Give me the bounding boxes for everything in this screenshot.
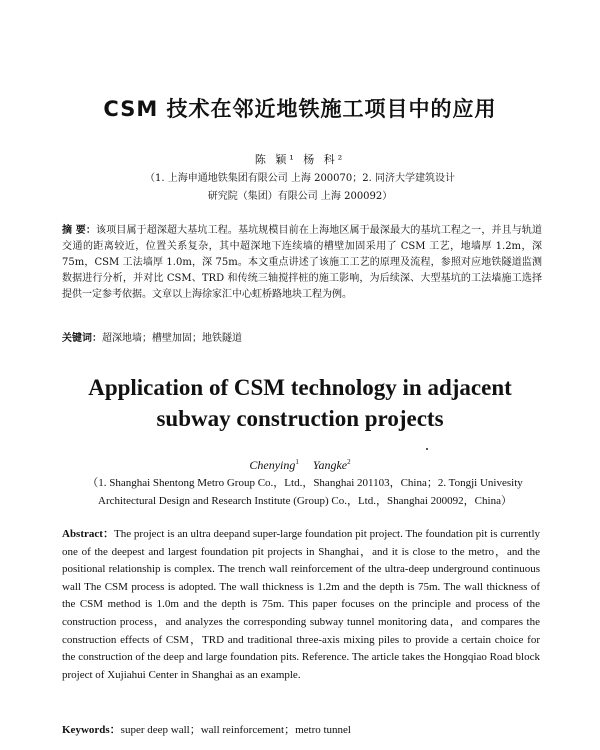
chinese-affiliation-line: 研究院（集团）有限公司 上海 200092） bbox=[207, 191, 393, 202]
english-title bbox=[0, 372, 600, 434]
english-abstract-label: Abstract： bbox=[62, 528, 115, 540]
english-author-2: Yangke bbox=[312, 458, 348, 472]
chinese-affiliations bbox=[100, 170, 500, 206]
english-title-line: Application of CSM technology in adjacent bbox=[88, 375, 512, 400]
english-affiliation-line: （1. Shanghai Shentong Metro Group Co.，Ltd.，Shanghai 201103，China；2. Tongji Univesity bbox=[87, 477, 523, 489]
scan-speck bbox=[426, 448, 428, 450]
chinese-abstract-text: 该项目属于超深超大基坑工程。基坑规模目前在上海地区属于最深最大的基坑工程之一，并且与轨道交通的距离较近，位置关系复杂，其中超深地下连续墙的槽壁加固采用了 CSM 工艺，地墙厚 1.2m，深 75m，CSM 工法墙厚 1.0m，深 75m。本文重点讲述了该施工工艺的原理及流程，参照对应地铁隧道监测数据进行分析，并对比 CSM、TRD 和传统三轴搅拌桩的施工影响，为后续深、大型基坑的工法墙施工选择提供一定参考依据。文章以上海徐家汇中心虹桥路地块工程为例。 bbox=[62, 225, 543, 300]
english-abstract bbox=[62, 526, 540, 684]
chinese-abstract-label: 摘 要： bbox=[62, 225, 97, 236]
english-author-1: Chenying bbox=[249, 458, 296, 472]
english-affiliation-line: Architectural Design and Research Institute (Group) Co.，Ltd.，Shanghai 200092，China） bbox=[98, 495, 512, 507]
chinese-keywords-label: 关键词： bbox=[62, 333, 102, 344]
chinese-title: CSM 技术在邻近地铁施工项目中的应用 bbox=[103, 97, 497, 121]
english-author-2-sup: 2 bbox=[347, 458, 351, 466]
english-authors bbox=[0, 458, 600, 473]
english-abstract-text: The project is an ultra deepand super-large foundation pit project. The foundation pit is currently one of the deepest and largest foundation pit projects in Shanghai，and it is close to the metro，and the positional relationship is complex. The trench wall reinforcement of the ultra-deep underground continuous wall The CSM process is adopted. The wall thickness is 1.2m and the depth is 75m. The wall thickness of the CSM method is 1.0m and the depth is 75m. This paper focuses on the principle and process of the construction process，and analyzes the corresponding subway tunnel monitoring data，and compares the construction effects of CSM，TRD and traditional three-axis mixing piles to provide a certain choice for the construction of the deep and large foundation pits. Reference. The article takes the Hongqiao Road block project of Xujiahui Center in Shanghai as an example. bbox=[62, 528, 541, 681]
chinese-authors: 陈 颖¹ 杨 科² bbox=[254, 153, 346, 166]
chinese-keywords-text: 超深地墙；槽壁加固；地铁隧道 bbox=[102, 333, 242, 344]
english-affiliations bbox=[60, 474, 550, 510]
chinese-abstract bbox=[62, 223, 542, 303]
english-author-1-sup: 1 bbox=[295, 458, 299, 466]
chinese-affiliation-line: （1. 上海申通地铁集团有限公司 上海 200070；2. 同济大学建筑设计 bbox=[145, 173, 455, 184]
english-keywords-label: Keywords： bbox=[62, 724, 121, 736]
chinese-keywords bbox=[62, 331, 542, 347]
english-title-line: subway construction projects bbox=[156, 406, 444, 431]
english-keywords bbox=[62, 722, 540, 738]
english-keywords-text: super deep wall；wall reinforcement；metro tunnel bbox=[120, 724, 351, 736]
